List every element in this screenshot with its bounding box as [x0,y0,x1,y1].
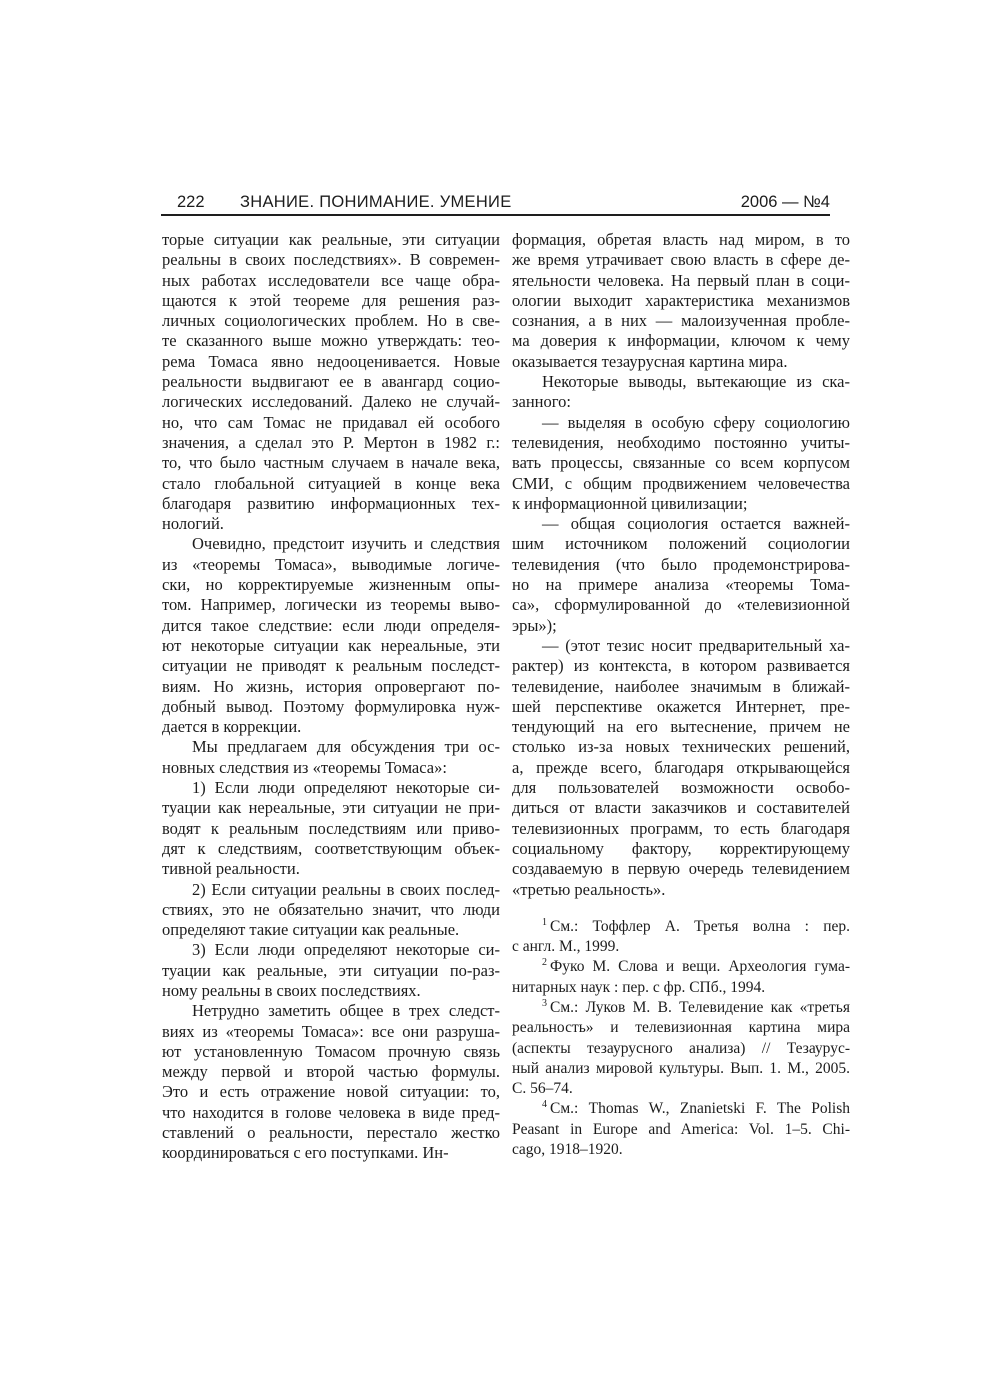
text-line: добный вывод. Поэтому формулировка нуж- [162,696,500,716]
text-line: дится такое следствие: если люди определя- [162,615,500,635]
text-line: дят к следствиям, соответствующим объек- [162,838,500,858]
text-line: а, прежде всего, благодаря открывающейся [512,757,850,777]
text-line: «третью реальность». [512,879,666,899]
text-line: СМИ, с общим продвижением человечества [512,473,850,493]
footnote-number: 1 [542,916,547,928]
page-header [162,193,830,212]
text-line: дается в коррекции. [162,717,302,737]
text-line: диться от власти заказчиков и составителей [512,798,850,818]
right-column [512,230,850,1160]
text-line: $^3$ См.: Луков М. В. Телевидение как «третья [542,997,850,1016]
text-line: са», сформулированной до «телевизионной [512,595,850,615]
text-line: реальность» и телевизионная картина мира [512,1019,850,1037]
text-line: Некоторые выводы, вытекающие из ска- [542,372,850,392]
text-line: торые ситуации как реальные, эти ситуации [162,230,500,249]
paragraph [512,230,850,372]
text-line: же время утрачивает свою власть в сфере де- [512,250,850,270]
text-line: реальности выдвигают ее в авангард социо- [162,372,500,392]
text-line: то, что было частным случаем в начале века, [162,453,500,473]
paragraph [512,636,850,900]
text-line: — (этот тезис носит предварительный ха- [542,635,850,655]
paragraph [162,880,500,941]
text-line: ятельности человека. На первый план в соци- [512,270,850,290]
text-line: телевидение, наиболее значимым в ближай- [512,676,850,696]
footnote [512,998,850,1099]
footnote-number: 3 [542,997,547,1009]
text-line: — общая социология остается важней- [542,514,850,534]
text-line: тивной реальности. [162,859,300,879]
text-line: благодаря развитию информационных тех- [162,493,500,513]
footnote-number: 2 [542,957,547,969]
text-line: определяют такие ситуации как реальные. [162,920,460,940]
paragraph [162,940,500,1001]
paragraph [512,372,850,413]
text-line: новных следствия из «теоремы Томаса»: [162,757,447,777]
text-line: тендующий на его вытеснение, причем не [512,717,850,737]
text-line: Мы предлагаем для обсуждения три ос- [192,737,500,757]
footnote [512,1099,850,1160]
text-line: рема Томаса явно недооценивается. Новые [162,351,500,371]
text-line: Это и есть отражение новой ситуации: то, [162,1082,500,1102]
text-line: Нетрудно заметить общее в трех следст- [192,1001,500,1021]
text-line: 1) Если люди определяют некоторые си- [192,778,500,798]
text-line: между первой и второй частью формулы. [162,1062,500,1082]
text-line: телевизионных программ, то есть благодаря [512,818,850,838]
text-line: ситуации не приводят к реальным последст- [162,656,500,676]
text-line: ставлений о реальности, перестало жестко [162,1123,500,1143]
text-line: стало глобальной ситуацией в конце века [162,473,500,493]
text-line: рактер) из контекста, в котором развивается [512,656,850,676]
text-line: но, что сам Томас не придавал ей особого [162,412,500,432]
text-line: том. Например, логически из теоремы выво- [162,595,500,615]
header-rule [161,214,830,216]
text-line: ному реальны в своих последствиях. [162,980,421,1000]
paragraph [162,737,500,778]
text-line: ма доверия к информации, ключом к чему [512,331,850,351]
text-line: те сказанного выше можно утверждать: тео- [162,331,500,351]
text-line: 3) Если люди определяют некоторые си- [192,940,500,960]
text-line: — выделяя в особую сферу социологию [542,412,850,432]
text-line: оказывается тезаурусная картина мира. [512,351,788,371]
paragraph [162,230,500,534]
left-column [162,230,500,1164]
paragraph [512,514,850,636]
text-line: ствиях, это не обязательно значит, что люди [162,899,500,919]
footnote [512,957,850,998]
text-line: $^2$ Фуко М. Слова и вещи. Археология гума- [542,957,850,976]
text-line: личных социологических проблем. Но в све- [162,311,500,331]
paragraph [162,1001,500,1163]
text-line: нологий. [162,514,224,534]
text-line: занного: [512,392,571,412]
text-line: ный анализ мировой культуры. Вып. 1. М., 2005. [512,1059,850,1077]
text-line: для пользователей возможности освобо- [512,778,850,798]
text-line: логических исследований. Далеко не случай- [162,392,500,412]
issue-label: 2006 — №4 [740,193,830,211]
text-line: (аспекты тезаурусного анализа) // Тезаурус- [512,1039,850,1057]
text-line: ски, но корректируемые жизненным опы- [162,575,500,595]
text-line: шей перспективе окажется Интернет, пре- [512,696,850,716]
text-line: с англ. М., 1999. [512,938,620,956]
footnote-number: 4 [542,1099,547,1111]
text-line: Peasant in Europe and America: Vol. 1–5. Chi- [512,1120,850,1138]
text-line: ологии выходит характеристика механизмов [512,290,850,310]
text-line: туации как реальные, эти ситуации по-раз- [162,960,500,980]
text-line: из «теоремы Томаса», выводимые логиче- [162,554,500,574]
text-line: туации как нереальные, эти ситуации не при- [162,798,500,818]
text-line: cago, 1918–1920. [512,1141,623,1159]
text-line: эры»); [512,615,557,635]
text-line: $^1$ См.: Тоффлер А. Третья волна : пер. [542,916,850,935]
paragraph [512,413,850,514]
paragraph [162,778,500,879]
text-line: ных работах исследователи все чаще обра- [162,270,500,290]
footnote [512,917,850,958]
text-line: ют установленную Томасом прочную связь [162,1041,500,1061]
text-line: координироваться с его поступками. Ин- [162,1143,449,1163]
text-line: нитарных наук : пер. с фр. СПб., 1994. [512,978,766,996]
text-line: вать процессы, связанные со всем корпусом [512,453,850,473]
text-line: реальны в своих последствиях». В современ- [162,250,500,270]
footnotes-block [512,917,850,1161]
text-line: шим источником положений социологии [512,534,850,554]
text-line: создаваемую в первую очередь телевидением [512,859,850,879]
text-line: телевидения (что было продемонстрирова- [512,554,850,574]
text-line: значения, а сделал это Р. Мертон в 1982 г.: [162,432,500,452]
page-number: 222 [177,193,205,211]
text-line: щаются к этой теореме для решения раз- [162,290,500,310]
text-line: телевидения, необходимо постоянно учиты- [512,432,850,452]
text-line: социальному фактору, корректирующему [512,838,850,858]
text-line: С. 56–74. [512,1080,573,1098]
paragraph [162,534,500,737]
text-line: Очевидно, предстоит изучить и следствия [192,534,500,554]
text-line: ют некоторые ситуации как нереальные, эти [162,635,500,655]
text-line: к информационной цивилизации; [512,493,748,513]
text-line: виях из «теоремы Томаса»: все они разруша- [162,1021,500,1041]
text-line: но на примере анализа «теоремы Тома- [512,575,850,595]
text-line: $^4$ См.: Thomas W., Znanietski F. The Polish [542,1099,850,1118]
text-line: 2) Если ситуации реальны в своих послед- [192,879,500,899]
running-title: ЗНАНИЕ. ПОНИМАНИЕ. УМЕНИЕ [240,193,512,211]
text-line: столько из-за новых технических решений, [512,737,850,757]
text-line: что находится в голове человека в виде пред- [162,1102,500,1122]
text-line: сознания, а в них — малоизученная пробле- [512,311,850,331]
text-line: виям. Но жизнь, история опровергают по- [162,676,500,696]
text-line: формация, обретая власть над миром, в то [512,230,850,249]
text-line: водят к реальным последствиям или приво- [162,818,500,838]
